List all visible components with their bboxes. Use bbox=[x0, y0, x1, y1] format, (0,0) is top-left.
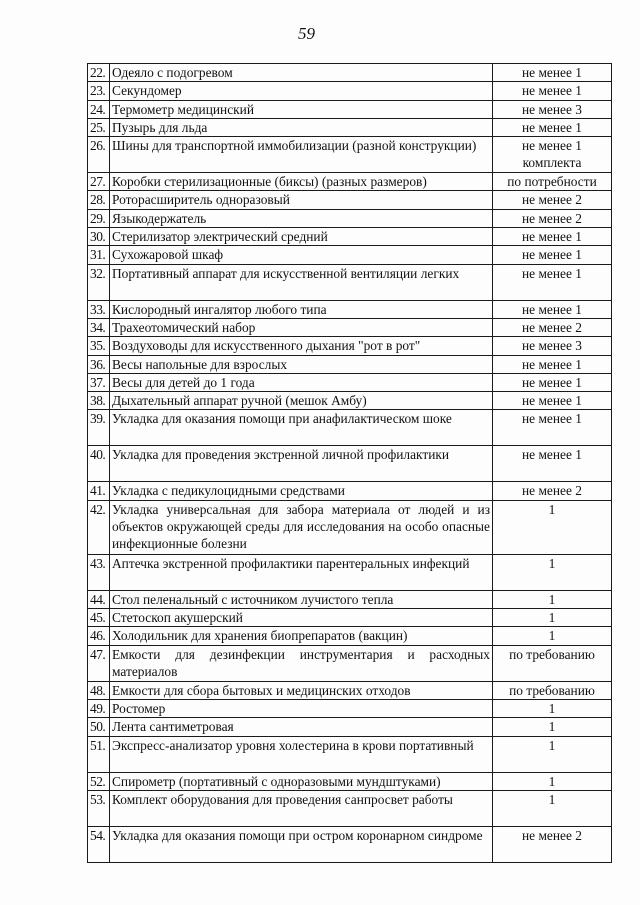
page-number: 59 bbox=[298, 24, 315, 43]
item-name: Укладка с педикулоцидными средствами bbox=[110, 482, 493, 500]
table-row bbox=[88, 826, 612, 862]
item-number: 48. bbox=[88, 681, 110, 699]
item-number: 23. bbox=[88, 82, 110, 100]
item-name: Емкости для сбора бытовых и медицинских отходов bbox=[110, 681, 493, 699]
item-number: 30. bbox=[88, 228, 110, 246]
item-number: 32. bbox=[88, 264, 110, 300]
table-row bbox=[88, 209, 612, 227]
item-name: Стетоскоп акушерский bbox=[110, 609, 493, 627]
item-number: 37. bbox=[88, 373, 110, 391]
item-quantity: не менее 2 bbox=[493, 826, 612, 862]
item-number: 41. bbox=[88, 482, 110, 500]
table-row bbox=[88, 554, 612, 590]
item-name: Весы напольные для взрослых bbox=[110, 355, 493, 373]
table-row bbox=[88, 318, 612, 336]
table-row bbox=[88, 191, 612, 209]
table-row bbox=[88, 736, 612, 772]
equipment-table bbox=[87, 63, 612, 863]
item-name: Дыхательный аппарат ручной (мешок Амбу) bbox=[110, 392, 493, 410]
table-row bbox=[88, 718, 612, 736]
item-number: 27. bbox=[88, 173, 110, 191]
item-quantity: 1 bbox=[493, 590, 612, 608]
table-row bbox=[88, 772, 612, 790]
item-number: 24. bbox=[88, 100, 110, 118]
item-name: Воздуховоды для искусственного дыхания "рот в рот" bbox=[110, 337, 493, 355]
item-quantity: не менее 1 bbox=[493, 264, 612, 300]
item-number: 45. bbox=[88, 609, 110, 627]
item-number: 54. bbox=[88, 826, 110, 862]
item-name: Укладка для оказания помощи при анафилактическом шоке bbox=[110, 410, 493, 446]
table-row bbox=[88, 590, 612, 608]
item-number: 22. bbox=[88, 64, 110, 82]
item-quantity: не менее 1 bbox=[493, 64, 612, 82]
item-number: 51. bbox=[88, 736, 110, 772]
item-name: Коробки стерилизационные (биксы) (разных размеров) bbox=[110, 173, 493, 191]
item-name: Укладка для оказания помощи при остром коронарном синдроме bbox=[110, 826, 493, 862]
item-number: 29. bbox=[88, 209, 110, 227]
item-name: Сухожаровой шкаф bbox=[110, 246, 493, 264]
item-number: 38. bbox=[88, 392, 110, 410]
item-number: 46. bbox=[88, 627, 110, 645]
item-name: Укладка для проведения экстренной личной профилактики bbox=[110, 446, 493, 482]
item-name: Кислородный ингалятор любого типа bbox=[110, 300, 493, 318]
table-row bbox=[88, 410, 612, 446]
item-number: 43. bbox=[88, 554, 110, 590]
item-name: Одеяло с подогревом bbox=[110, 64, 493, 82]
item-quantity: не менее 1 bbox=[493, 82, 612, 100]
table-row bbox=[88, 118, 612, 136]
item-quantity: не менее 2 bbox=[493, 209, 612, 227]
item-quantity: 1 bbox=[493, 500, 612, 554]
item-number: 52. bbox=[88, 772, 110, 790]
item-name: Портативный аппарат для искусственной вентиляции легких bbox=[110, 264, 493, 300]
table-row bbox=[88, 300, 612, 318]
table-row bbox=[88, 699, 612, 717]
item-quantity: не менее 2 bbox=[493, 482, 612, 500]
item-number: 26. bbox=[88, 137, 110, 173]
table-row bbox=[88, 246, 612, 264]
item-quantity: не менее 1 bbox=[493, 246, 612, 264]
table-row bbox=[88, 82, 612, 100]
item-name: Ростомер bbox=[110, 699, 493, 717]
item-number: 49. bbox=[88, 699, 110, 717]
item-name: Стерилизатор электрический средний bbox=[110, 228, 493, 246]
item-name: Весы для детей до 1 года bbox=[110, 373, 493, 391]
table-row bbox=[88, 609, 612, 627]
item-quantity: не менее 1 bbox=[493, 410, 612, 446]
item-number: 35. bbox=[88, 337, 110, 355]
table-row bbox=[88, 645, 612, 681]
item-quantity: 1 bbox=[493, 554, 612, 590]
item-number: 33. bbox=[88, 300, 110, 318]
table-row bbox=[88, 446, 612, 482]
item-quantity: 1 bbox=[493, 627, 612, 645]
item-name: Экспресс-анализатор уровня холестерина в крови портативный bbox=[110, 736, 493, 772]
item-quantity: по потребности bbox=[493, 173, 612, 191]
table-row bbox=[88, 790, 612, 826]
item-quantity: 1 bbox=[493, 699, 612, 717]
item-quantity: не менее 3 bbox=[493, 100, 612, 118]
item-number: 40. bbox=[88, 446, 110, 482]
table-row bbox=[88, 373, 612, 391]
item-quantity: не менее 2 bbox=[493, 191, 612, 209]
table-row bbox=[88, 627, 612, 645]
item-quantity: 1 bbox=[493, 609, 612, 627]
table-row bbox=[88, 681, 612, 699]
item-name: Трахеотомический набор bbox=[110, 318, 493, 336]
item-quantity: не менее 1 bbox=[493, 118, 612, 136]
item-name: Комплект оборудования для проведения санпросвет работы bbox=[110, 790, 493, 826]
item-name: Лента сантиметровая bbox=[110, 718, 493, 736]
item-quantity: по требованию bbox=[493, 681, 612, 699]
item-name: Емкости для дезинфекции инструментария и расходных материалов bbox=[110, 645, 493, 681]
item-quantity: 1 bbox=[493, 772, 612, 790]
item-number: 36. bbox=[88, 355, 110, 373]
item-number: 53. bbox=[88, 790, 110, 826]
item-number: 31. bbox=[88, 246, 110, 264]
item-name: Роторасширитель одноразовый bbox=[110, 191, 493, 209]
item-number: 44. bbox=[88, 590, 110, 608]
item-number: 28. bbox=[88, 191, 110, 209]
item-name: Пузырь для льда bbox=[110, 118, 493, 136]
item-quantity: не менее 1 комплекта bbox=[493, 137, 612, 173]
table-row bbox=[88, 173, 612, 191]
item-quantity: 1 bbox=[493, 790, 612, 826]
item-quantity: не менее 1 bbox=[493, 373, 612, 391]
table-row bbox=[88, 482, 612, 500]
item-name: Стол пеленальный с источником лучистого тепла bbox=[110, 590, 493, 608]
item-number: 50. bbox=[88, 718, 110, 736]
item-name: Языкодержатель bbox=[110, 209, 493, 227]
table-row bbox=[88, 228, 612, 246]
item-name: Термометр медицинский bbox=[110, 100, 493, 118]
table-row bbox=[88, 355, 612, 373]
item-number: 25. bbox=[88, 118, 110, 136]
item-quantity: 1 bbox=[493, 736, 612, 772]
table-row bbox=[88, 100, 612, 118]
item-name: Холодильник для хранения биопрепаратов (вакцин) bbox=[110, 627, 493, 645]
item-number: 47. bbox=[88, 645, 110, 681]
item-quantity: не менее 2 bbox=[493, 318, 612, 336]
item-name: Спирометр (портативный с одноразовыми мундштуками) bbox=[110, 772, 493, 790]
item-quantity: не менее 1 bbox=[493, 355, 612, 373]
item-name: Секундомер bbox=[110, 82, 493, 100]
item-name: Укладка универсальная для забора материала от людей и из объектов окружающей среды для исследования на особо опасные инфекционные болезни bbox=[110, 500, 493, 554]
item-quantity: по требованию bbox=[493, 645, 612, 681]
item-quantity: не менее 1 bbox=[493, 446, 612, 482]
item-quantity: не менее 3 bbox=[493, 337, 612, 355]
equipment-table-body bbox=[88, 64, 612, 863]
item-quantity: 1 bbox=[493, 718, 612, 736]
table-row bbox=[88, 64, 612, 82]
item-name: Шины для транспортной иммобилизации (разной конструкции) bbox=[110, 137, 493, 173]
table-row bbox=[88, 337, 612, 355]
item-name: Аптечка экстренной профилактики парентеральных инфекций bbox=[110, 554, 493, 590]
table-row bbox=[88, 264, 612, 300]
item-number: 34. bbox=[88, 318, 110, 336]
table-row bbox=[88, 500, 612, 554]
item-number: 42. bbox=[88, 500, 110, 554]
table-row bbox=[88, 392, 612, 410]
item-quantity: не менее 1 bbox=[493, 300, 612, 318]
item-quantity: не менее 1 bbox=[493, 392, 612, 410]
item-number: 39. bbox=[88, 410, 110, 446]
item-quantity: не менее 1 bbox=[493, 228, 612, 246]
table-row bbox=[88, 137, 612, 173]
